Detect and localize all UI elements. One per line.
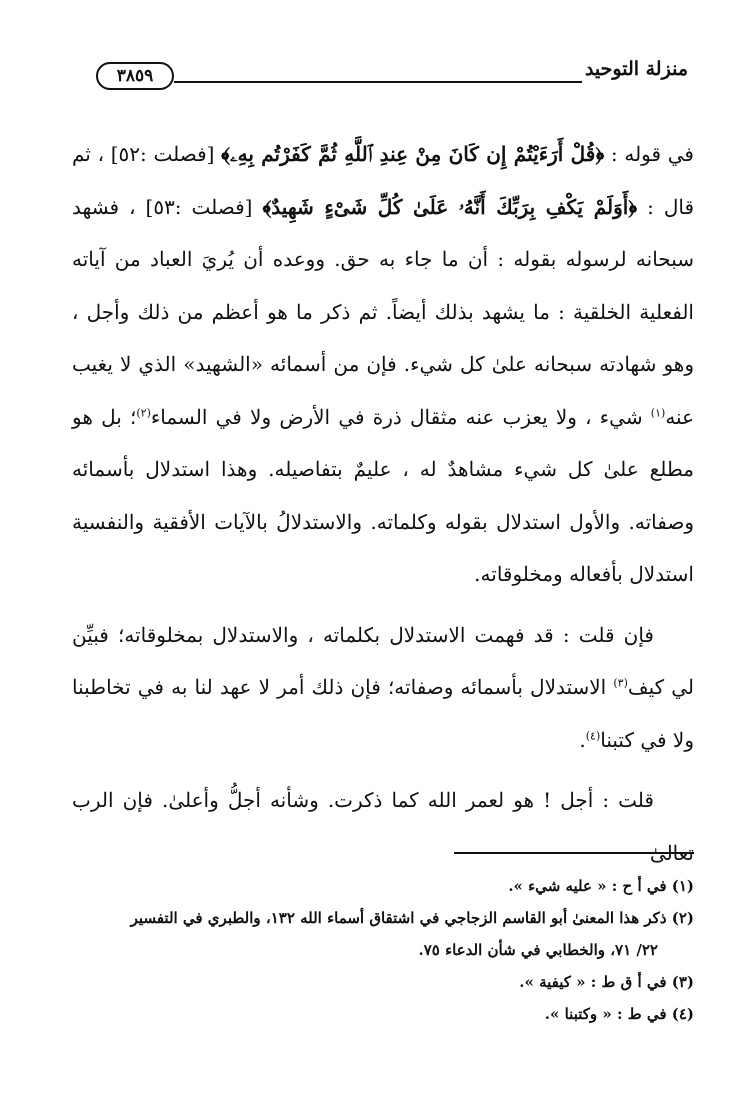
p1-text-b: ؛ بل هو مطلع علىٰ كل شيء مشاهدٌ له ، عليمٌ بتفاصيله. وهذا استدلال بأسمائه وصفاته. والأول استدلال بقوله وكلماته. والاستدلالُ بالآيات الأفقية والنفسية استدلال بأفعاله ومخلوقاته. — [72, 404, 694, 586]
footnotes — [64, 870, 694, 1030]
quran-verse-1: ﴿قُلْ أَرَءَيْتُمْ إِن كَانَ مِنْ عِندِ ٱللَّهِ ثُمَّ كَفَرْتُم بِهِۦ﴾ — [221, 142, 605, 166]
footnote-2-continued: ٢٢/ ٧١، والخطابي في شأن الدعاء ٧٥. — [418, 941, 658, 959]
footnote-ref-1: (١) — [650, 405, 666, 419]
p2-text-c: . — [579, 727, 586, 752]
footnote-separator — [454, 852, 694, 854]
main-text — [72, 128, 694, 879]
p3-text: قلت : أجل ! هو لعمر الله كما ذكرت. وشأنه أجلُّ وأعلىٰ. فإن الرب تعالىٰ — [72, 788, 694, 865]
page-header — [96, 56, 688, 96]
header-rule — [174, 81, 582, 83]
paragraph-2 — [72, 609, 694, 767]
p2-text-b: الاستدلال بأسمائه وصفاته؛ فإن ذلك أمر لا عهد لنا به في تخاطبنا ولا في كتبنا — [72, 675, 694, 752]
p1-text-a: شيء ، ولا يعزب عنه مثقال ذرة في الأرض ولا في السماء — [150, 404, 651, 429]
chapter-title: منزلة التوحيد — [584, 58, 688, 80]
footnote-1: (١) في أ ح : « عليه شيء ». — [508, 877, 694, 895]
quran-verse-2: ﴿أَوَلَمْ يَكْفِ بِرَبِّكَ أَنَّهُۥ عَلَىٰ كُلِّ شَىْءٍ شَهِيدٌ﴾ — [262, 194, 638, 219]
p2-text-a: فإن قلت : قد فهمت الاستدلال بكلماته ، والاستدلال بمخلوقاته؛ فبيِّن لي كيف — [72, 622, 694, 699]
p1-intro: في قوله : — [604, 142, 694, 166]
footnote-ref-3: (٣) — [613, 676, 628, 690]
verse-ref-2-text: [فصلت :٥٣] ، فشهد سبحانه لرسوله بقوله : أن ما جاء به حق. ووعده أن يُريَ العباد من آياته الفعلية الخلقية : ما يشهد بذلك أيضاً. ثم ذكر ما هو أعظم من ذلك وأجل ، وهو شهادته سبحانه علىٰ كل شيء. فإن من أسمائه «الشهيد» الذي لا يغيب عنه — [72, 194, 695, 429]
paragraph-3 — [72, 774, 694, 879]
footnote-3: (٣) في أ ق ط : « كيفية ». — [519, 973, 694, 991]
verse-ref-1: [فصلت :٥٢] ، ثم قال : — [72, 142, 695, 219]
page-number: ٣٨٥٩ — [96, 62, 174, 90]
paragraph-1 — [72, 128, 694, 601]
footnote-ref-2: (٢) — [136, 405, 151, 419]
footnote-ref-4: (٤) — [585, 728, 601, 742]
footnote-4: (٤) في ط : « وكتبنا ». — [544, 1005, 694, 1023]
footnote-2: (٢) ذكر هذا المعنىٰ أبو القاسم الزجاجي في اشتقاق أسماء الله ١٣٢، والطبري في التفسير — [130, 909, 694, 927]
